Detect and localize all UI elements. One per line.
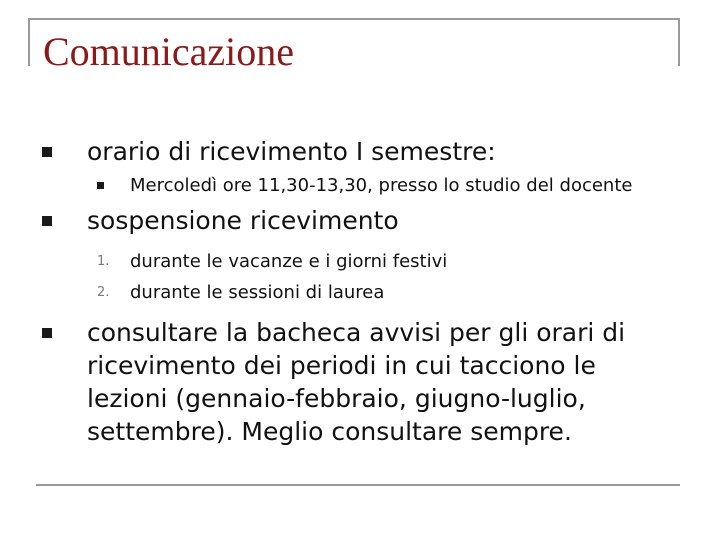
numbered-item-text: durante le sessioni di laurea <box>130 282 385 303</box>
title-frame-left <box>28 18 30 66</box>
slide-title: Comunicazione <box>43 29 295 74</box>
square-bullet-icon <box>97 182 104 189</box>
item-number: 1. <box>97 254 110 269</box>
sub-bullet-text: Mercoledì ore 11,30-13,30, presso lo studio del docente <box>130 175 633 196</box>
numbered-item-text: durante le vacanze e i giorni festivi <box>130 251 448 272</box>
footer-divider <box>36 484 680 486</box>
item-number: 2. <box>97 285 110 300</box>
title-frame-top <box>28 18 680 20</box>
square-bullet-icon <box>42 328 52 338</box>
square-bullet-icon <box>42 216 52 226</box>
bullet-text: orario di ricevimento I semestre: <box>87 137 496 166</box>
square-bullet-icon <box>42 147 52 157</box>
bullet-text: sospensione ricevimento <box>87 206 399 235</box>
title-frame-right <box>678 18 680 66</box>
bullet-text: consultare la bacheca avvisi per gli orari di ricevimento dei periodi in cui tacciono le lezioni (gennaio-febbraio, giugno-luglio, settembre). Meglio consultare sempre. <box>87 318 626 446</box>
